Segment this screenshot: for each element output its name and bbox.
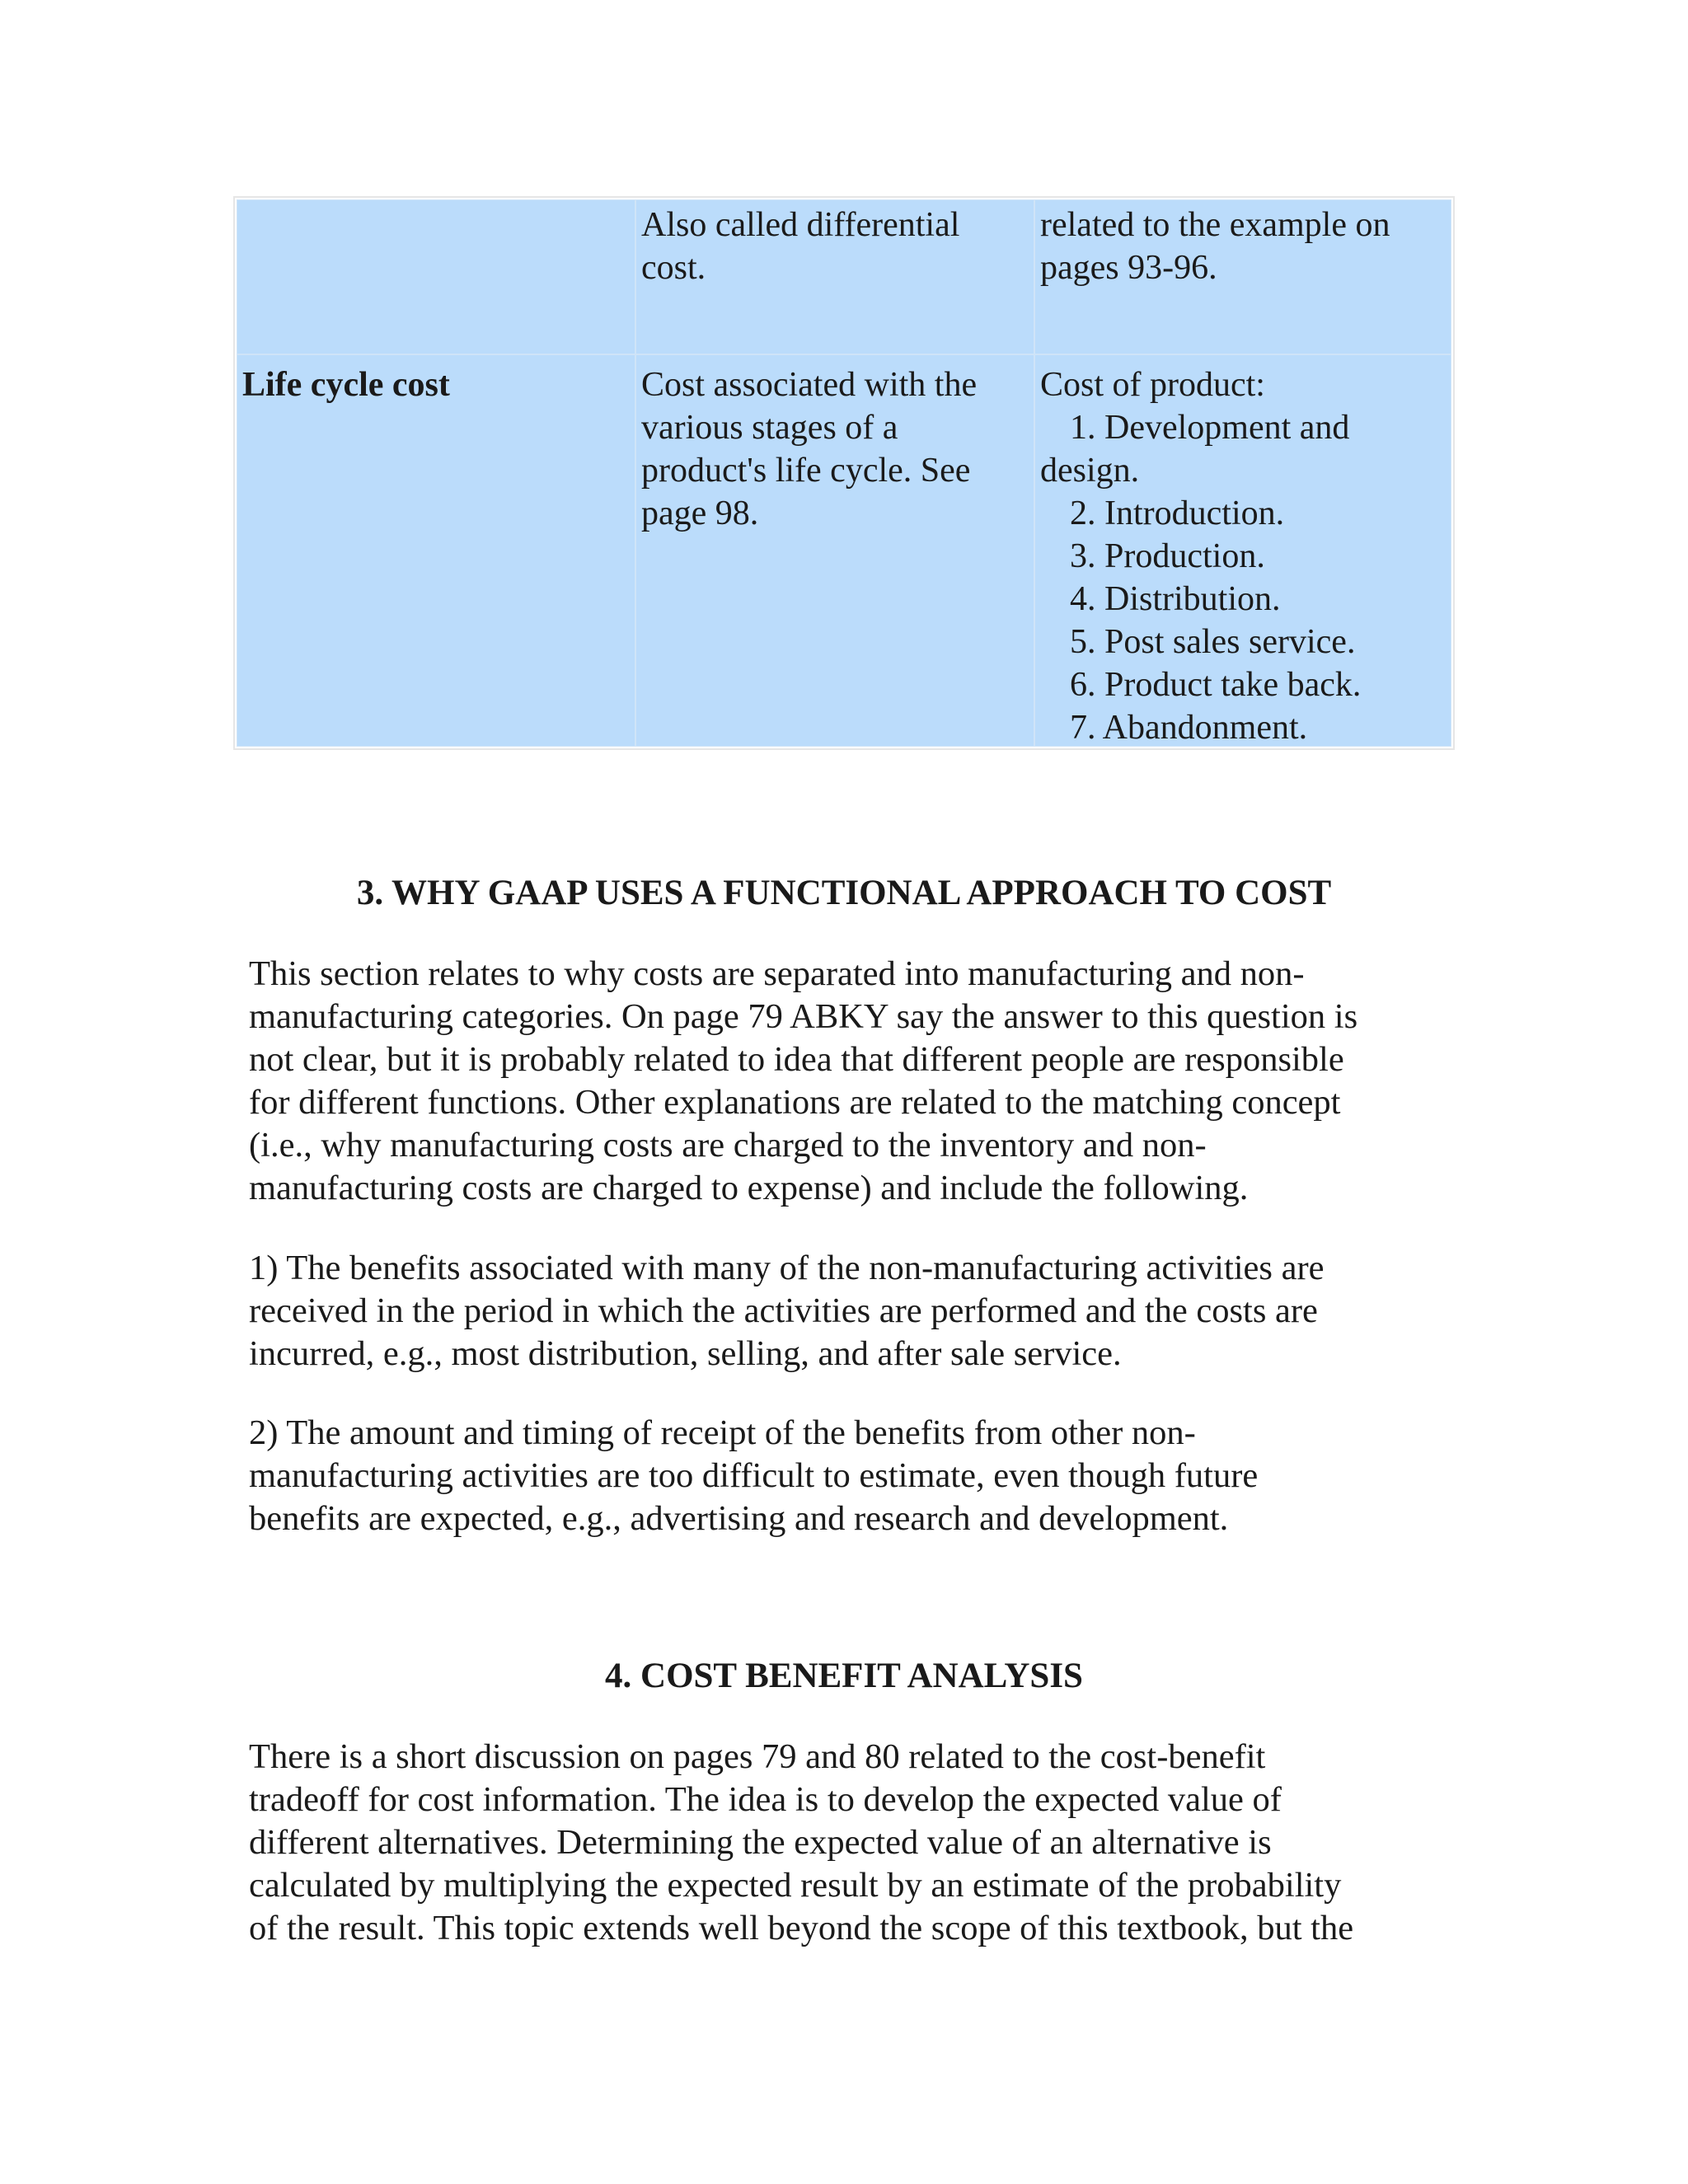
stage-label: 1. Development and <box>1070 409 1350 447</box>
paragraph-line: manufacturing activities are too difficult to estimate, even though future <box>249 1456 1259 1495</box>
definition-line: Also called differential <box>641 206 960 244</box>
notes-cell <box>1034 354 1451 747</box>
paragraph-line: manufacturing costs are charged to expense) and include the following. <box>249 1169 1249 1207</box>
list-item <box>1040 621 1446 663</box>
section-3-heading: 3. WHY GAAP USES A FUNCTIONAL APPROACH TO COST <box>356 874 1332 912</box>
definition-cell <box>635 199 1034 354</box>
paragraph-line: This section relates to why costs are separated into manufacturing and non- <box>249 954 1305 993</box>
section-3-point-2-paragraph <box>249 1412 1469 1540</box>
section-4-paragraph <box>249 1736 1469 1950</box>
term-cell <box>237 354 635 747</box>
paragraph-line: tradeoff for cost information. The idea is to develop the expected value of <box>249 1780 1282 1819</box>
notes-line: pages 93-96. <box>1040 249 1217 287</box>
paragraph-line: for different functions. Other explanations are related to the matching concept <box>249 1083 1341 1122</box>
table-row <box>237 199 1451 354</box>
notes-cell <box>1034 199 1451 354</box>
paragraph-line: received in the period in which the activities are performed and the costs are <box>249 1291 1318 1330</box>
paragraph-line: incurred, e.g., most distribution, selling, and after sale service. <box>249 1334 1122 1373</box>
paragraph-line: calculated by multiplying the expected result by an estimate of the probability <box>249 1866 1342 1905</box>
stage-label: 5. Post sales service. <box>1070 623 1356 661</box>
term-cell <box>237 199 635 354</box>
stage-label: 7. Abandonment. <box>1070 709 1308 747</box>
definition-line: various stages of a <box>641 409 898 447</box>
paragraph-line: different alternatives. Determining the expected value of an alternative is <box>249 1823 1272 1862</box>
paragraph-line: 2) The amount and timing of receipt of the benefits from other non- <box>249 1413 1196 1452</box>
list-item <box>1040 492 1446 535</box>
definition-line: page 98. <box>641 494 759 532</box>
section-4-heading: 4. COST BENEFIT ANALYSIS <box>605 1657 1083 1695</box>
stage-label: 3. Production. <box>1070 537 1265 575</box>
life-cycle-stage-list <box>1040 406 1446 749</box>
paragraph-line: benefits are expected, e.g., advertising and research and development. <box>249 1499 1229 1538</box>
stage-label: 2. Introduction. <box>1070 494 1285 532</box>
stage-label: 6. Product take back. <box>1070 666 1362 704</box>
stage-label: 4. Distribution. <box>1070 580 1281 618</box>
paragraph-line: 1) The benefits associated with many of the non-manufacturing activities are <box>249 1249 1325 1287</box>
section-3-intro-paragraph <box>249 953 1469 1210</box>
list-item <box>1040 406 1446 449</box>
paragraph-line: manufacturing categories. On page 79 ABKY say the answer to this question is <box>249 997 1358 1036</box>
section-3-point-1-paragraph <box>249 1247 1469 1376</box>
paragraph-line: (i.e., why manufacturing costs are charged to the inventory and non- <box>249 1126 1207 1165</box>
definition-line: cost. <box>641 249 706 287</box>
stage-label: design. <box>1040 452 1140 490</box>
definition-cell <box>635 354 1034 747</box>
definition-line: product's life cycle. See <box>641 452 971 490</box>
paragraph-line: There is a short discussion on pages 79 and 80 related to the cost-benefit <box>249 1737 1266 1776</box>
cost-terms-table <box>233 196 1455 750</box>
list-item <box>1040 449 1446 492</box>
table-row <box>237 354 1451 747</box>
paragraph-line: of the result. This topic extends well beyond the scope of this textbook, but the <box>249 1909 1354 1947</box>
list-item <box>1040 535 1446 578</box>
list-item <box>1040 706 1446 749</box>
list-item <box>1040 578 1446 621</box>
definition-line: Cost associated with the <box>641 366 978 404</box>
list-item <box>1040 663 1446 706</box>
term-label: Life cycle cost <box>242 366 450 404</box>
notes-line: related to the example on <box>1040 206 1390 244</box>
notes-intro: Cost of product: <box>1040 366 1265 404</box>
paragraph-line: not clear, but it is probably related to idea that different people are responsible <box>249 1040 1344 1079</box>
